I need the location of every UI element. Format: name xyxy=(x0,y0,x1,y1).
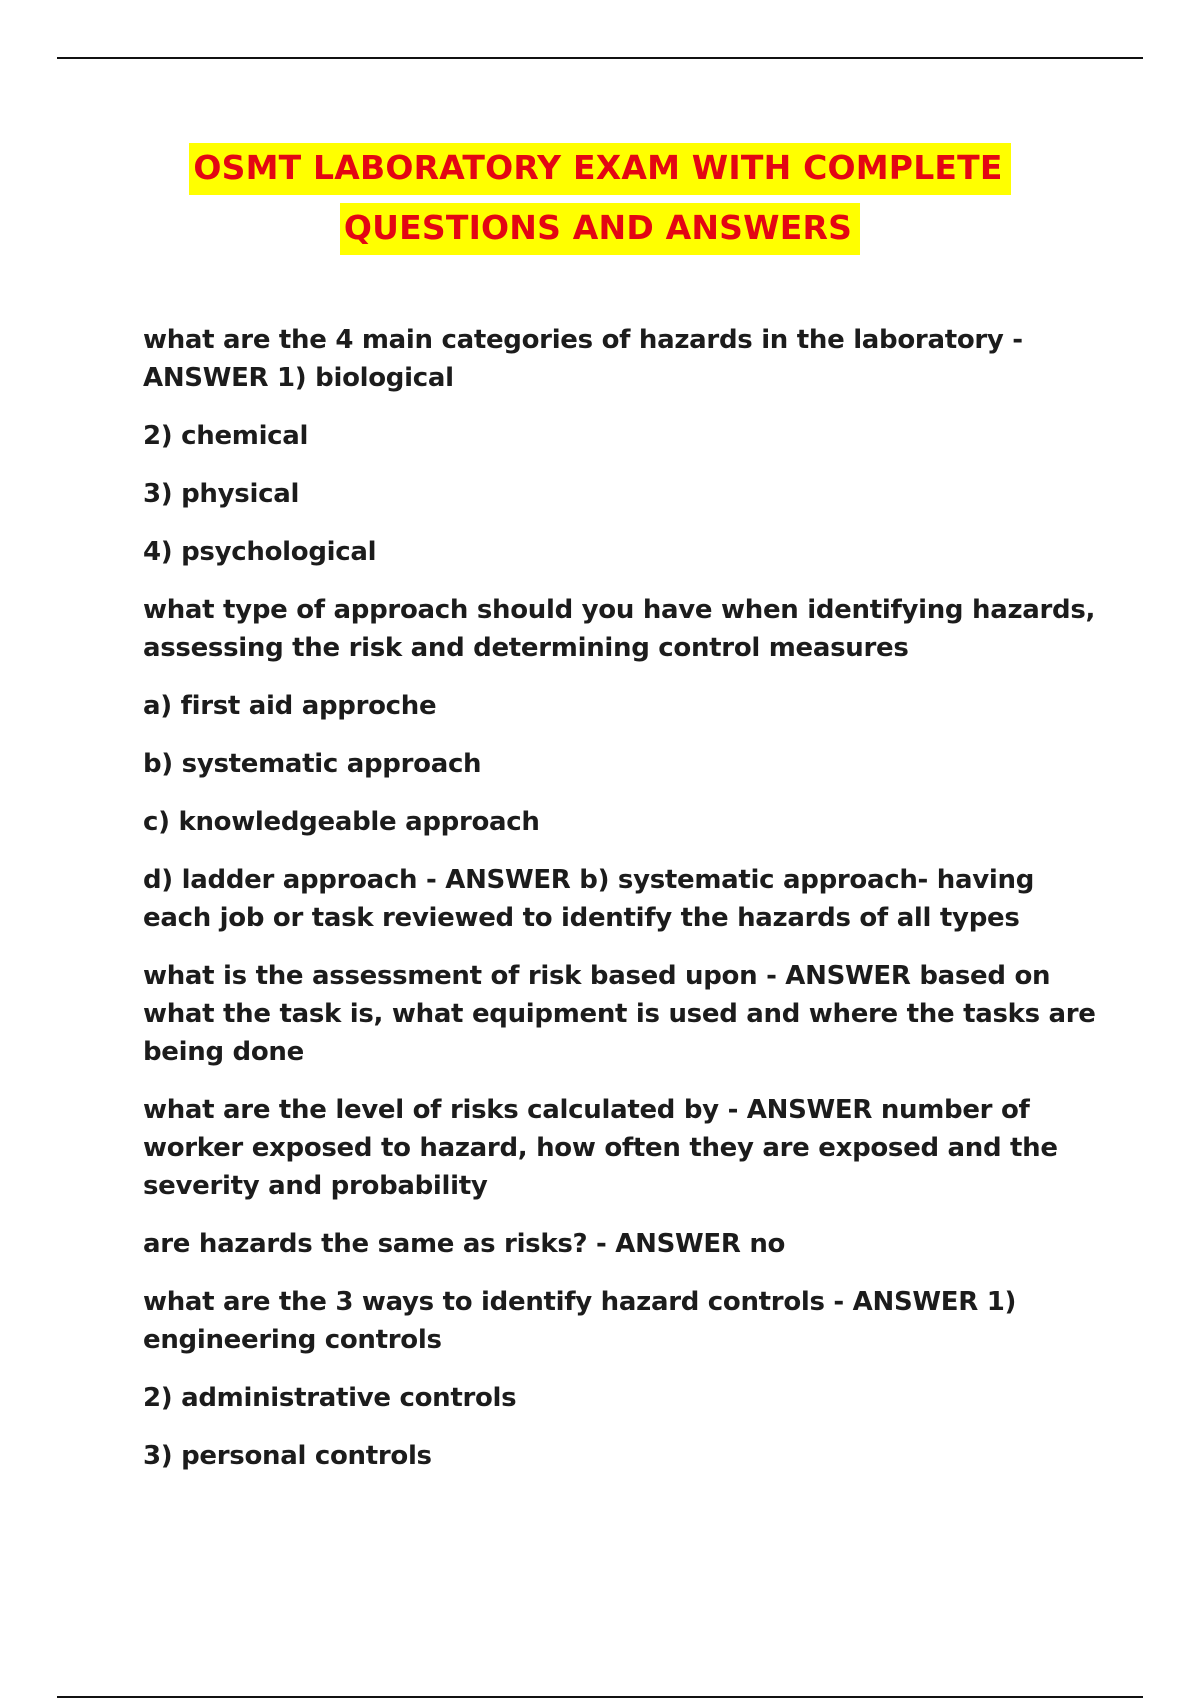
qa-paragraph: 2) chemical xyxy=(143,421,309,451)
qa-paragraph: 4) psychological xyxy=(143,537,377,567)
document-title xyxy=(0,143,1200,255)
qa-paragraph: what type of approach should you have when identifying hazards, assessing the risk and determining control measures xyxy=(143,595,1096,663)
qa-paragraph: d) ladder approach - ANSWER b) systematic approach- having each job or task reviewed to identify the hazards of all types xyxy=(143,865,1035,933)
qa-paragraph: 3) personal controls xyxy=(143,1441,432,1471)
footer-rule xyxy=(57,1696,1143,1698)
qa-paragraph: 3) physical xyxy=(143,479,300,509)
qa-paragraph: what are the 3 ways to identify hazard controls - ANSWER 1) engineering controls xyxy=(143,1287,1017,1355)
qa-paragraph: b) systematic approach xyxy=(143,749,482,779)
qa-paragraph: what is the assessment of risk based upon - ANSWER based on what the task is, what equipment is used and where the tasks are being done xyxy=(143,961,1096,1067)
header-rule xyxy=(57,57,1143,59)
qa-paragraph: 2) administrative controls xyxy=(143,1383,517,1413)
qa-paragraph: a) first aid approche xyxy=(143,691,437,721)
qa-paragraph: are hazards the same as risks? - ANSWER no xyxy=(143,1229,786,1259)
qa-paragraph: what are the level of risks calculated by - ANSWER number of worker exposed to hazard, how often they are exposed and the severity and probability xyxy=(143,1095,1058,1201)
qa-paragraph: c) knowledgeable approach xyxy=(143,807,540,837)
title-line-2: QUESTIONS AND ANSWERS xyxy=(340,203,860,255)
qa-paragraph: what are the 4 main categories of hazards in the laboratory - ANSWER 1) biological xyxy=(143,325,1023,393)
title-line-1: OSMT LABORATORY EXAM WITH COMPLETE xyxy=(189,143,1010,195)
qa-content xyxy=(143,321,1103,1495)
